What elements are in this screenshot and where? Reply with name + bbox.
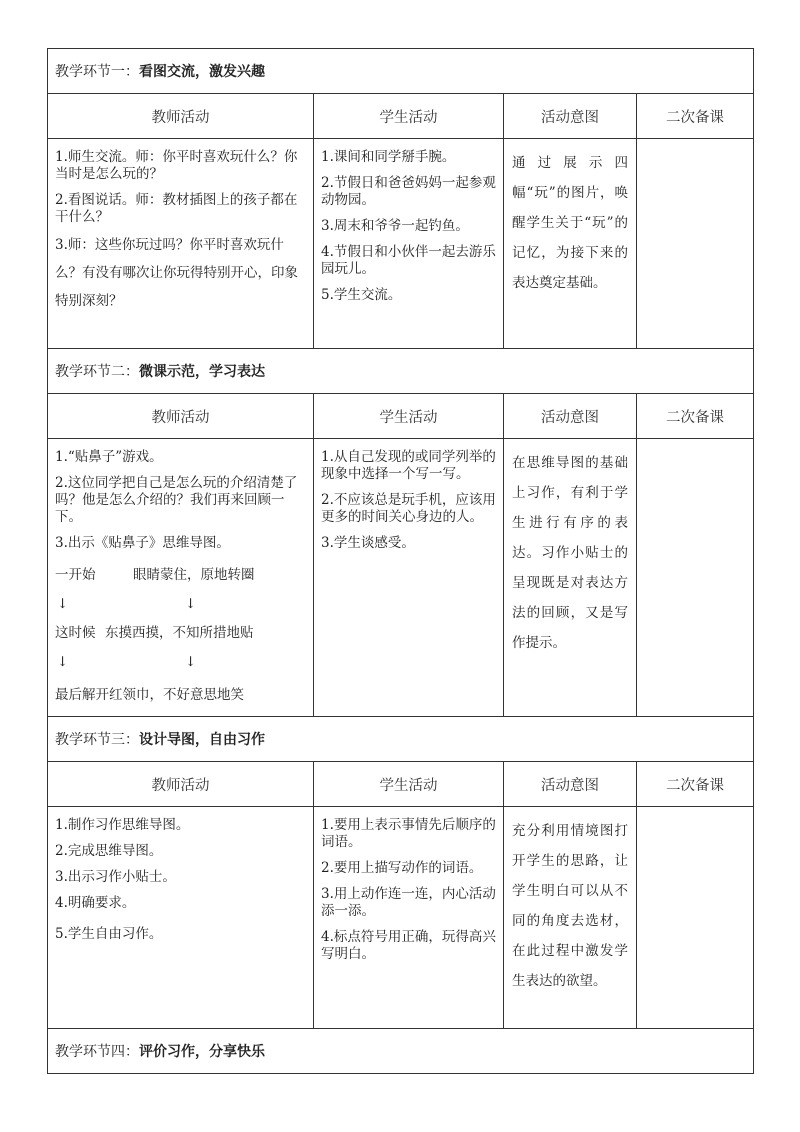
- student-item: 3.周末和爷爷一起钓鱼。: [321, 218, 469, 234]
- lesson-plan-table: [47, 48, 754, 1074]
- header-student: 学生活动: [314, 394, 504, 439]
- section-3-heading: [48, 717, 754, 762]
- section-title: 评价习作，分享快乐: [139, 1044, 265, 1060]
- header-teacher: 教师活动: [48, 94, 314, 139]
- section-4-header: [48, 1029, 754, 1074]
- header-notes: 二次备课: [637, 94, 754, 139]
- student-activity-cell: [314, 139, 504, 349]
- teacher-item: 2.这位同学把自己是怎么玩的介绍清楚了吗？他是怎么介绍的？我们再来回顾一下。: [55, 475, 298, 525]
- teacher-item: 3.师：这些你玩过吗？你平时喜欢玩什么？有没有哪次让你玩得特别开心，印象特别深刻？: [55, 237, 298, 309]
- intent-text: 通过展示四幅“玩”的图片，唤醒学生关于“玩”的记忆，为接下来的表达奠定基础。: [512, 155, 628, 291]
- student-item: 5.学生交流。: [321, 287, 402, 303]
- column-headers: [48, 394, 754, 439]
- student-item: 2.不应该总是玩手机，应该用更多的时间关心身边的人。: [321, 492, 496, 525]
- intent-text: 在思维导图的基础上习作，有利于学生进行有序的表达。习作小贴士的呈现既是对表达方法的回顾，又是写作提示。: [512, 455, 628, 651]
- section-label: 教学环节二：: [55, 364, 139, 380]
- teacher-item: 2.看图说话。师：教材插图上的孩子都在干什么？: [55, 192, 298, 225]
- teacher-item: 4.明确要求。: [55, 895, 136, 911]
- teacher-item: 1.“贴鼻子”游戏。: [55, 449, 163, 465]
- flow-step-text: 眼睛蒙住，原地转圈: [133, 567, 255, 583]
- section-4-heading: [48, 1029, 754, 1074]
- section-label: 教学环节四：: [55, 1044, 139, 1060]
- header-teacher: 教师活动: [48, 394, 314, 439]
- section-label: 教学环节三：: [55, 732, 139, 748]
- section-1-header: [48, 49, 754, 94]
- intent-cell: [504, 807, 637, 1029]
- teacher-item: 3.出示习作小贴士。: [55, 869, 176, 885]
- notes-cell[interactable]: [637, 807, 754, 1029]
- intent-cell: [504, 439, 637, 717]
- header-intent: 活动意图: [504, 762, 637, 807]
- student-item: 4.节假日和小伙伴一起去游乐园玩儿。: [321, 244, 496, 277]
- down-arrow-icon: ↓: [57, 596, 69, 612]
- section-title: 微课示范，学习表达: [139, 364, 265, 380]
- header-intent: 活动意图: [504, 94, 637, 139]
- section-title: 看图交流，激发兴趣: [139, 64, 265, 80]
- header-intent: 活动意图: [504, 394, 637, 439]
- teacher-item: 1.师生交流。师：你平时喜欢玩什么？你当时是怎么玩的？: [55, 149, 298, 182]
- section-2-header: [48, 349, 754, 394]
- teacher-item: 5.学生自由习作。: [55, 926, 163, 942]
- flow-step-text: 最后解开红领巾，不好意思地笑: [55, 687, 244, 703]
- header-teacher: 教师活动: [48, 762, 314, 807]
- section-1-heading: [48, 49, 754, 94]
- flow-step-label: 这时候: [55, 625, 96, 641]
- student-item: 2.要用上描写动作的词语。: [321, 860, 483, 876]
- notes-cell[interactable]: [637, 439, 754, 717]
- header-notes: 二次备课: [637, 394, 754, 439]
- intent-text: 充分利用情境图打开学生的思路，让学生明白可以从不同的角度去选材，在此过程中激发学生表达的欲望。: [512, 823, 628, 989]
- section-3-body: [48, 807, 754, 1029]
- student-item: 1.从自己发现的或同学列举的现象中选择一个写一写。: [321, 449, 496, 482]
- flow-step-label: 一开始: [55, 567, 96, 583]
- student-activity-cell: [314, 807, 504, 1029]
- header-notes: 二次备课: [637, 762, 754, 807]
- section-1-body: [48, 139, 754, 349]
- section-2-body: [48, 439, 754, 717]
- teacher-activity-cell: [48, 439, 314, 717]
- student-activity-cell: [314, 439, 504, 717]
- header-student: 学生活动: [314, 762, 504, 807]
- header-student: 学生活动: [314, 94, 504, 139]
- student-item: 1.要用上表示事情先后顺序的词语。: [321, 817, 496, 850]
- student-item: 4.标点符号用正确，玩得高兴写明白。: [321, 929, 496, 962]
- column-headers: [48, 94, 754, 139]
- teacher-activity-cell: [48, 139, 314, 349]
- mind-map-flow: [55, 561, 307, 710]
- teacher-activity-cell: [48, 807, 314, 1029]
- column-headers: [48, 762, 754, 807]
- section-2-heading: [48, 349, 754, 394]
- section-3-header: [48, 717, 754, 762]
- down-arrow-icon: ↓: [57, 654, 69, 670]
- student-item: 3.用上动作连一连，内心活动添一添。: [321, 886, 496, 919]
- down-arrow-icon: ↓: [185, 654, 197, 670]
- teacher-item: 2.完成思维导图。: [55, 843, 163, 859]
- student-item: 1.课间和同学掰手腕。: [321, 149, 456, 165]
- notes-cell[interactable]: [637, 139, 754, 349]
- teacher-item: 1.制作习作思维导图。: [55, 817, 190, 833]
- teacher-item: 3.出示《贴鼻子》思维导图。: [55, 535, 230, 551]
- section-title: 设计导图，自由习作: [139, 732, 265, 748]
- section-label: 教学环节一：: [55, 64, 139, 80]
- student-item: 2.节假日和爸爸妈妈一起参观动物园。: [321, 175, 496, 208]
- flow-step-text: 东摸西摸，不知所措地贴: [105, 625, 254, 641]
- intent-cell: [504, 139, 637, 349]
- student-item: 3.学生谈感受。: [321, 535, 415, 551]
- down-arrow-icon: ↓: [185, 596, 197, 612]
